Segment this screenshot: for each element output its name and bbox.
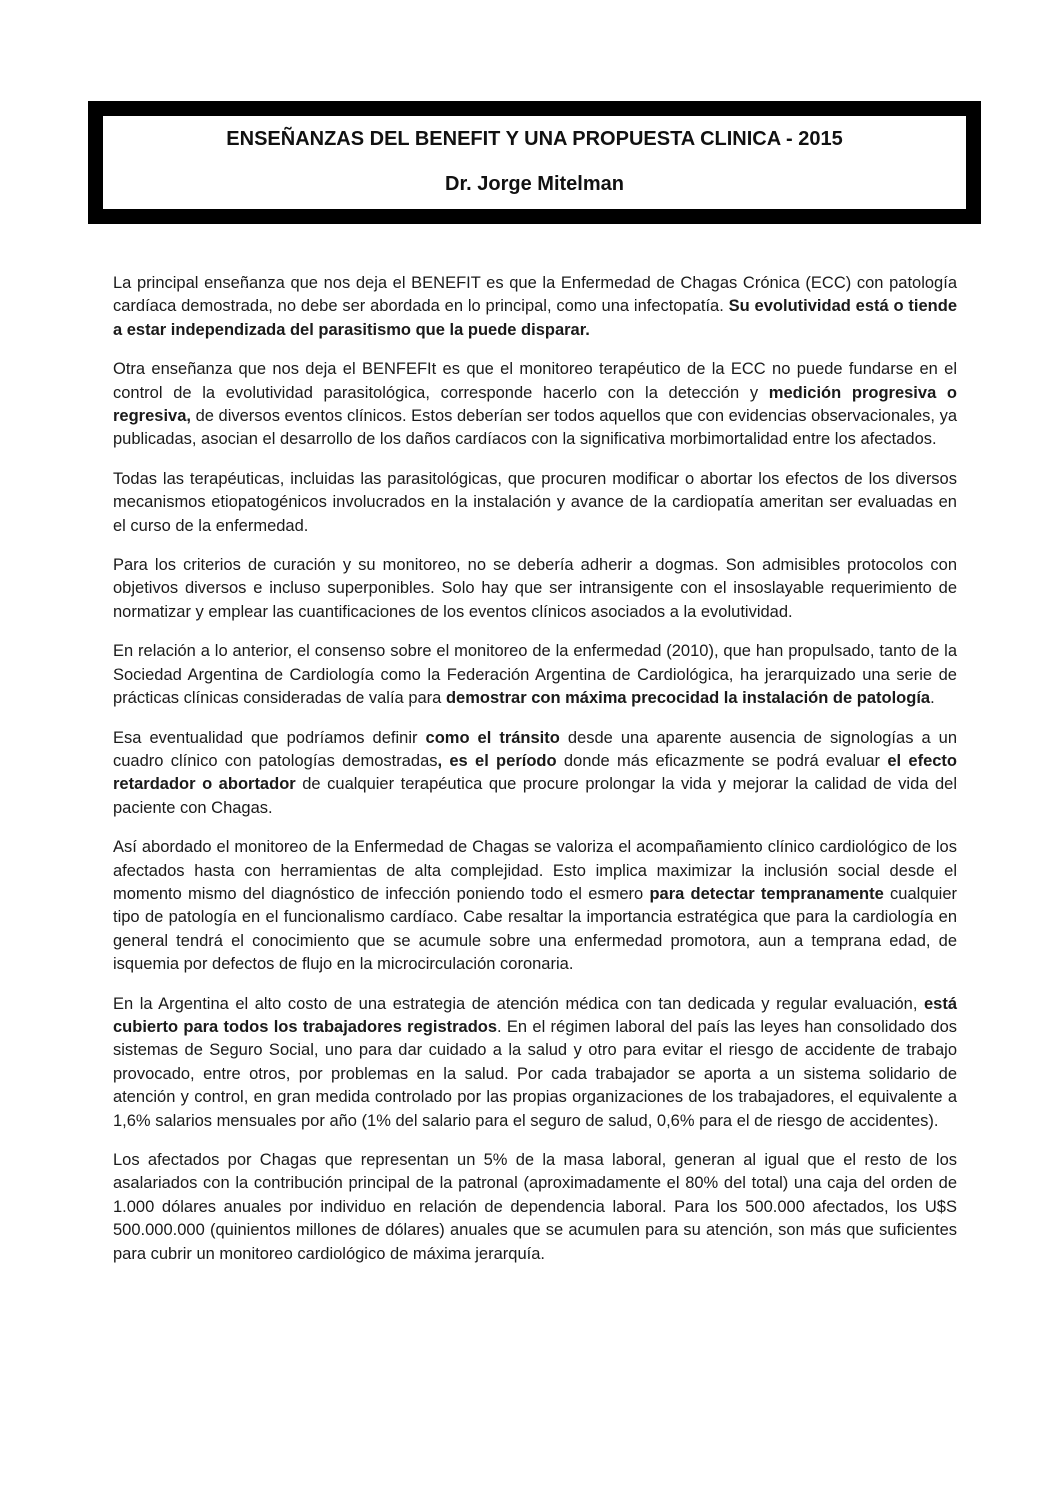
text-run: Los afectados por Chagas que representan un 5% de la masa laboral, generan al igual que el resto de los asalariados con la contribución principal de la patronal (aproximadamente el 80% del total) una caja del orden de 1.000 dólares anuales por individuo en relación de dependencia laboral. Para los 500.000 afectados, los U$S 500.000.000 (quinientos millones de dólares) anuales que se acumulen para su atención, son más que suficientes para cubrir un monitoreo cardiológico de máxima jerarquía.: [113, 1151, 957, 1263]
paragraph: [113, 993, 957, 1133]
text-run: desde una aparente ausencia de signologías a un cuadro clínico con patologías demostradas: [113, 728, 958, 770]
text-run: Otra enseñanza que nos deja el BENFEFIt es que el monitoreo terapéutico de la ECC no puede fundarse en el control de la evolutividad parasitológica, corresponde hacerlo con la detección y: [113, 360, 957, 402]
paragraph: [113, 554, 957, 624]
paragraph: [113, 640, 957, 710]
paragraph: [113, 836, 957, 976]
bold-text-run: está cubierto para todos los trabajadores registrados: [113, 994, 957, 1036]
paragraph: [113, 468, 957, 538]
paragraph: [113, 727, 957, 821]
bold-text-run: el efecto retardador o abortador: [113, 751, 957, 794]
bold-text-run: medición progresiva o regresiva,: [113, 383, 957, 426]
bold-text-run: demostrar con máxima precocidad la instalación de patología: [445, 689, 931, 708]
text-run: En relación a lo anterior, el consenso sobre el monitoreo de la enfermedad (2010), que han propulsado, tanto de la Sociedad Argentina de Cardiología como la Federación Argentina de Cardiológica, ha jerarquizado una serie de prácticas clínicas consideradas de valía para: [113, 642, 957, 708]
document-body: [113, 272, 957, 1282]
text-run: de cualquier terapéutica que procure prolongar la vida y mejorar la calidad de vida del paciente con Chagas.: [113, 775, 958, 817]
text-run: La principal enseñanza que nos deja el BENEFIT es que la Enfermedad de Chagas Crónica (ECC) con patología cardíaca demostrada, no debe ser abordada en lo principal, como una infectopatía.: [113, 274, 957, 316]
bold-text-run: como el tránsito: [425, 728, 560, 747]
document-author: Dr. Jorge Mitelman: [445, 173, 624, 195]
text-run: cualquier tipo de patología en el funcionalismo cardíaco. Cabe resaltar la importancia estratégica que para la cardiología en general tendrá el conocimiento que se acumule sobre una enfermedad promotora, aun a temprana edad, de isquemia por defectos de flujo en la microcirculación coronaria.: [113, 884, 957, 974]
text-run: Para los criterios de curación y su monitoreo, no se debería adherir a dogmas. Son admisibles protocolos con objetivos diversos e incluso superponibles. Solo hay que ser intransigente con el insoslayable requerimiento de normatizar y emplear las cuantificaciones de los eventos clínicos asociados a la evolutividad.: [113, 556, 957, 621]
text-run: Todas las terapéuticas, incluidas las parasitológicas, que procuren modificar o abortar los efectos de los diversos mecanismos etiopatogénicos involucrados en la instalación y avance de la cardiopatía ameritan ser evaluadas en el curso de la enfermedad.: [113, 469, 957, 535]
text-run: Esa eventualidad que podríamos definir: [113, 728, 426, 747]
paragraph: [113, 358, 957, 452]
text-run: .: [930, 689, 935, 708]
bold-text-run: para detectar tempranamente: [649, 884, 884, 903]
bold-text-run: Su evolutividad está o tiende a estar independizada del parasitismo que la puede disparar.: [113, 297, 957, 339]
text-run: de diversos eventos clínicos. Estos deberían ser todos aquellos que con evidencias observacionales, ya publicadas, asocian el desarrollo de los daños cardíacos con la significativa morbimortalidad entre los afectados.: [113, 407, 957, 449]
text-run: En la Argentina el alto costo de una estrategia de atención médica con tan dedicada y regular evaluación,: [113, 994, 924, 1013]
bold-text-run: , es el período: [437, 751, 557, 770]
document-title: ENSEÑANZAS DEL BENEFIT Y UNA PROPUESTA CLINICA - 2015: [226, 128, 843, 150]
paragraph: [113, 1149, 957, 1266]
text-run: donde más eficazmente se podrá evaluar: [556, 751, 888, 770]
text-run: Así abordado el monitoreo de la Enfermedad de Chagas se valoriza el acompañamiento clínico cardiológico de los afectados hasta con herramientas de alta complejidad. Esto implica maximizar la inclusión social desde el momento mismo del diagnóstico de infección poniendo todo el esmero: [113, 838, 957, 903]
paragraph: [113, 272, 957, 342]
title-box: [88, 101, 981, 224]
text-run: . En el régimen laboral del país las leyes han consolidado dos sistemas de Seguro Social, uno para dar cuidado a la salud y otro para evitar el riesgo de accidente de trabajo provocado, entre otros, por problemas en la salud. Por cada trabajador se aporta a un sistema solidario de atención y control, en gran medida controlado por las propias organizaciones de los trabajadores, el equivalente a 1,6% salarios mensuales por año (1% del salario para el seguro de salud, 0,6% para el de riesgo de accidentes).: [113, 1017, 957, 1130]
